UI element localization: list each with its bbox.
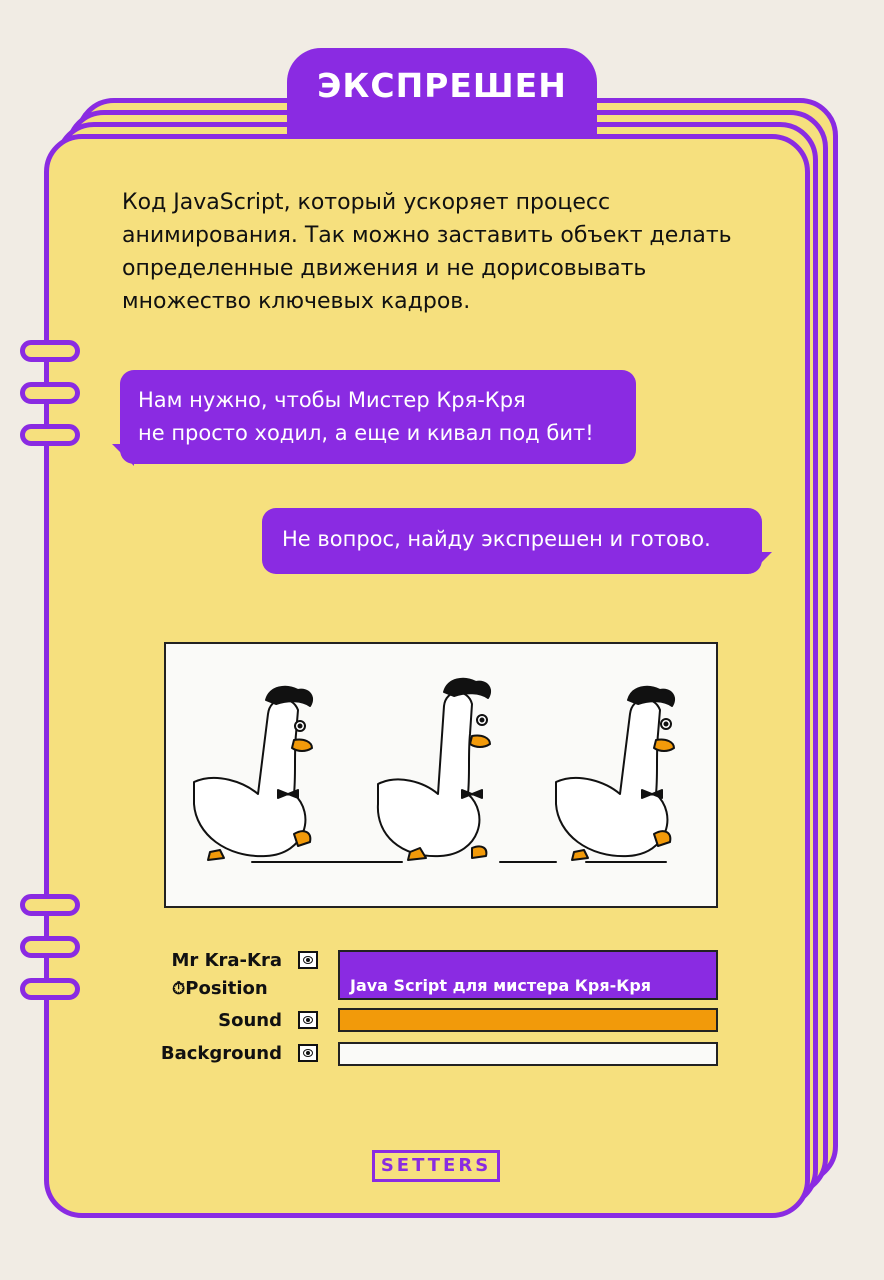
property-label: Position — [185, 978, 268, 999]
visibility-eye-icon[interactable] — [298, 1044, 318, 1062]
layer-label-sound: Sound — [218, 1010, 282, 1031]
timeline-bar-script[interactable]: Java Script для мистера Кря-Кря — [338, 950, 718, 1000]
timeline-bar-sound[interactable] — [338, 1008, 718, 1032]
chat-bubble-reply: Не вопрос, найду экспрешен и готово. — [262, 508, 762, 574]
bubble-line: Нам нужно, чтобы Мистер Кря-Кря — [138, 388, 526, 412]
goose-frames-illustration — [166, 644, 716, 906]
visibility-eye-icon[interactable] — [298, 951, 318, 969]
binder-ring — [20, 340, 80, 362]
animation-preview — [164, 642, 718, 908]
binder-ring — [20, 978, 80, 1000]
goose-frame-3 — [556, 687, 674, 860]
binder-ring — [20, 424, 80, 446]
intro-line: множество ключевых кадров. — [122, 289, 471, 314]
layer-label-mr: Mr Kra-Kra — [171, 950, 282, 971]
chat-bubble-request — [120, 370, 636, 464]
intro-line: Код JavaScript, который ускоряет процесс — [122, 190, 611, 215]
intro-line: анимирования. Так можно заставить объект делать — [122, 223, 732, 248]
bubble-line: не просто ходил, а еще и кивал под бит! — [138, 421, 594, 445]
title-tab: ЭКСПРЕШЕН — [287, 48, 597, 136]
goose-frame-2 — [378, 679, 490, 860]
binder-ring — [20, 382, 80, 404]
binder-ring — [20, 894, 80, 916]
timeline-bar-background[interactable] — [338, 1042, 718, 1066]
setters-logo: SETTERS — [372, 1150, 500, 1182]
intro-line: определенные движения и не дорисовывать — [122, 256, 647, 281]
binder-ring — [20, 936, 80, 958]
stopwatch-icon[interactable]: ⏱ — [172, 979, 186, 999]
goose-frame-1 — [194, 687, 312, 860]
visibility-eye-icon[interactable] — [298, 1011, 318, 1029]
layer-property-position — [172, 978, 268, 999]
intro-text — [122, 186, 762, 318]
layer-label-background: Background — [160, 1043, 282, 1064]
